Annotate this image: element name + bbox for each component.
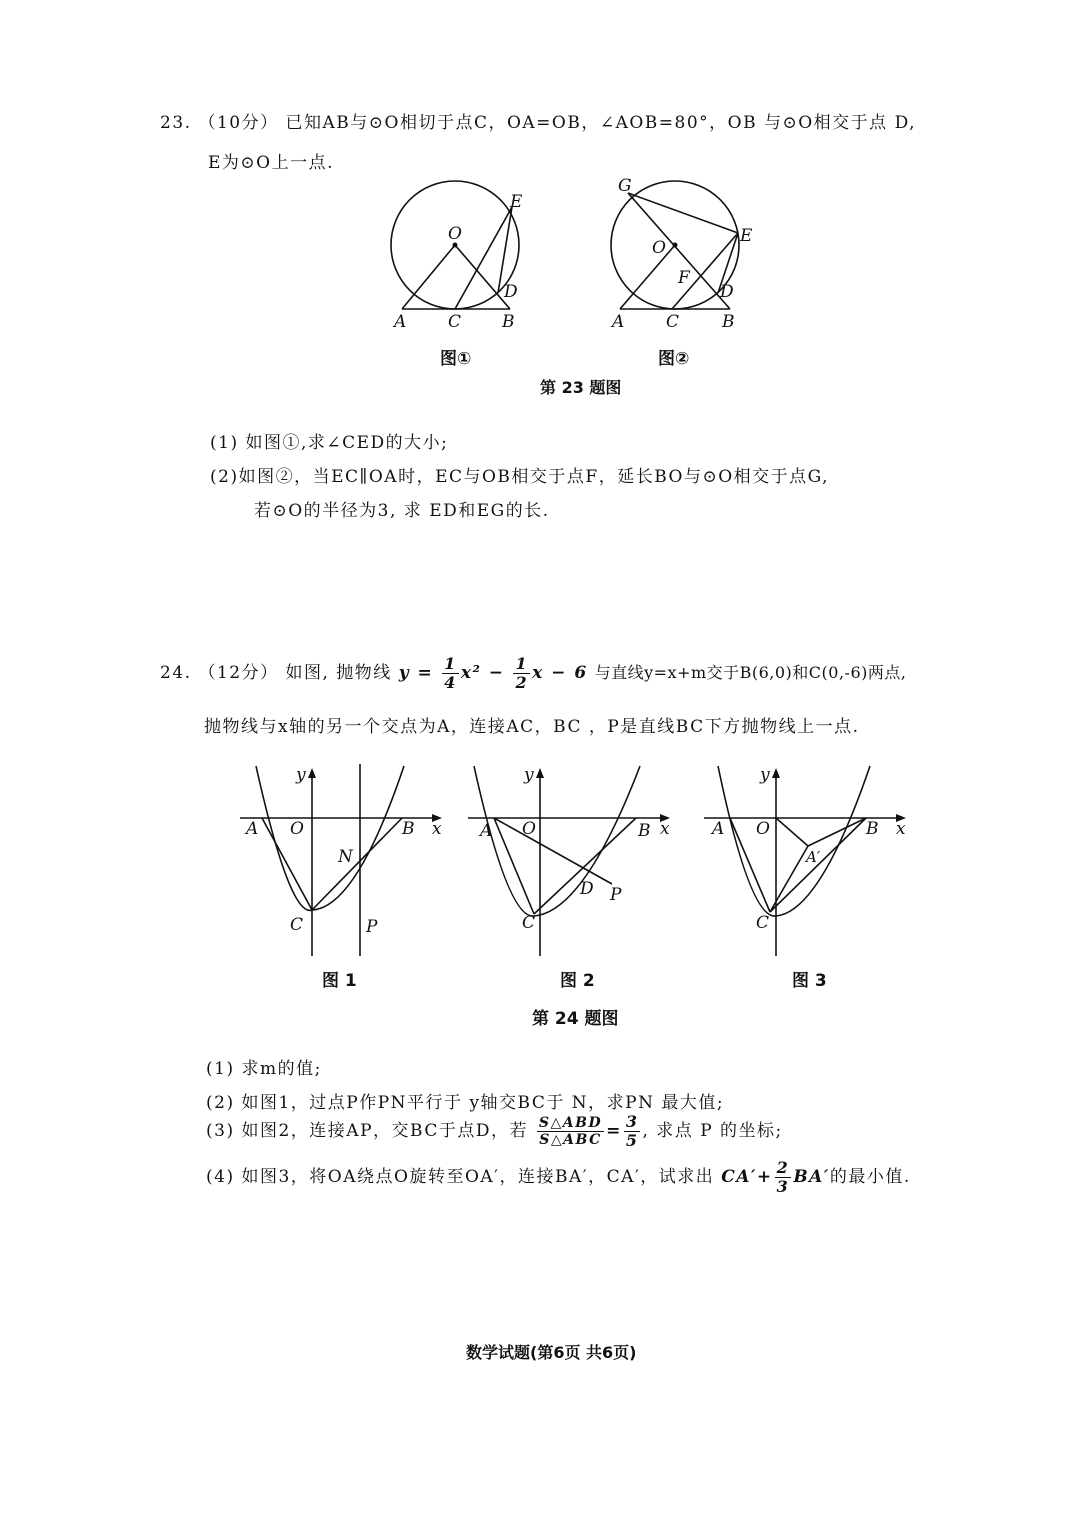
q24-line1 <box>160 656 906 691</box>
q23-figure-1 <box>380 175 550 335</box>
page-footer: 数学试题(第6页 共6页) <box>466 1343 637 1362</box>
q24-part3-frac-num: S△ABD <box>538 1115 603 1131</box>
q23-points: （10分） <box>198 113 279 133</box>
q24-part4-expr2: BA′ <box>793 1167 830 1187</box>
q24-part3-val-den: 5 <box>625 1131 639 1150</box>
q24-figure1-caption: 图 1 <box>322 971 357 991</box>
q24-points: （12分） <box>198 663 279 683</box>
q24-fig2-label-x: x <box>660 819 670 839</box>
q24-fig3-parabola <box>718 766 870 916</box>
q24-eq-frac2-den: 2 <box>515 673 529 692</box>
q24-eq-y: y = <box>398 663 434 683</box>
q24-number: 24. <box>160 663 192 683</box>
q23-fig2-line-gb <box>628 193 730 309</box>
q24-eq-tail: x − 6 <box>532 663 588 683</box>
q23-fig2-point-o <box>673 243 678 248</box>
q24-part3-frac-den: S△ABC <box>539 1132 602 1148</box>
q24-fig2-label-y: y <box>524 765 534 785</box>
q24-part4-frac <box>775 1160 792 1195</box>
q24-figure-2 <box>464 760 676 960</box>
q24-part2: (2) 如图1，过点P作PN平行于 y轴交BC于 N，求PN 最大值; <box>206 1093 725 1113</box>
q24-part4-a: (4) 如图3，将OA绕点O旋转至OA′，连接BA′，CA′，试求出 <box>206 1167 715 1187</box>
q24-fig1-label-x: x <box>432 819 442 839</box>
q24-eq-mid: x² − <box>460 663 505 683</box>
q23-fig1-label-c: C <box>448 312 462 332</box>
q24-fig1-label-b: B <box>402 819 415 839</box>
q24-fig2-label-b: B <box>638 821 651 841</box>
q23-fig1-label-a: A <box>394 312 407 332</box>
q24-fig2-label-a: A <box>480 821 493 841</box>
q24-stem-line2: 抛物线与x轴的另一个交点为A，连接AC，BC ，P是直线BC下方抛物线上一点. <box>204 717 860 737</box>
q24-stem-b: 与直线y=x+m交于B(6,0)和C(0,-6)两点, <box>594 663 907 682</box>
q23-fig1-label-d: D <box>504 282 518 302</box>
q23-figure1-caption: 图① <box>440 349 472 369</box>
q23-number: 23. <box>160 113 192 133</box>
q24-fig1-line-ac <box>262 818 312 910</box>
q23-fig1-label-e: E <box>510 192 523 212</box>
q24-part4-frac-den: 3 <box>776 1177 790 1196</box>
q24-fig3-label-c: C <box>756 913 770 933</box>
q23-fig2-line-ge <box>628 193 738 233</box>
q24-part4-frac-num: 2 <box>776 1158 790 1177</box>
q24-part4 <box>206 1160 911 1195</box>
q24-eq-frac2-num: 1 <box>515 654 529 673</box>
q23-stem-line1: 已知AB与⊙O相切于点C，OA=OB，∠AOB=80°，OB 与⊙O相交于点 D, <box>285 113 917 133</box>
q23-fig1-line-ob <box>455 245 510 309</box>
q23-figure-2 <box>600 175 770 335</box>
q24-fig3-label-a: A <box>712 819 725 839</box>
q23-fig2-label-o: O <box>652 238 666 258</box>
q24-fig3-label-x: x <box>896 819 906 839</box>
q24-fig3-y-arrow <box>772 768 780 778</box>
q24-fig2-label-p: P <box>610 885 622 905</box>
q24-fig3-label-o: O <box>756 819 770 839</box>
q24-fig3-line-ba-prime <box>808 818 866 846</box>
q24-part3-b: , 求点 P 的坐标; <box>642 1121 783 1141</box>
q23-part2-line1: (2)如图②，当EC∥OA时，EC与OB相交于点F，延长BO与⊙O相交于点G, <box>210 467 830 487</box>
q24-part4-expr1: CA′+ <box>721 1167 773 1187</box>
q24-fig2-label-d: D <box>580 879 594 899</box>
q23-fig2-label-c: C <box>666 312 680 332</box>
q24-fig3-line-oa-prime <box>776 818 808 846</box>
q24-fig2-y-arrow <box>536 768 544 778</box>
q23-fig2-label-b: B <box>722 312 735 332</box>
q23-fig2-label-f: F <box>678 268 690 288</box>
q24-figure2-caption: 图 2 <box>560 971 595 991</box>
q23-fig2-line-oa <box>620 245 675 309</box>
q24-eq-frac1-num: 1 <box>444 654 457 673</box>
q24-fig1-label-n: N <box>338 847 353 867</box>
q23-figure2-caption: 图② <box>658 349 690 369</box>
q23-fig1-line-oa <box>402 245 455 309</box>
q24-fig2-line-ap <box>494 818 612 884</box>
q24-stem-a: 如图, 抛物线 <box>285 663 392 683</box>
q24-part3-val-num: 3 <box>625 1112 639 1131</box>
q24-fig1-label-a: A <box>246 819 259 839</box>
q24-part4-b: 的最小值. <box>829 1167 911 1187</box>
q23-fig1-label-o: O <box>448 224 462 244</box>
q23-part1: (1) 如图①,求∠CED的大小; <box>210 433 449 453</box>
q23-fig2-label-d: D <box>720 282 734 302</box>
q23-fig1-label-b: B <box>502 312 515 332</box>
q24-fig1-label-y: y <box>296 765 306 785</box>
q24-eq-frac1-den: 4 <box>444 673 457 692</box>
q24-fig3-label-a-prime: A′ <box>806 848 821 866</box>
q23-fig2-label-a: A <box>612 312 625 332</box>
q23-fig2-label-g: G <box>618 176 632 196</box>
q23-fig2-label-e: E <box>740 226 753 246</box>
q24-fig1-label-p: P <box>366 917 378 937</box>
q24-fig1-label-o: O <box>290 819 304 839</box>
q24-eq-frac1 <box>442 656 459 691</box>
q24-part3-value <box>624 1114 641 1149</box>
q24-part3-a: (3) 如图2，连接AP，交BC于点D，若 <box>206 1121 528 1141</box>
q23-line1 <box>160 108 916 133</box>
q24-fig2-label-c: C <box>522 913 536 933</box>
q24-fig1-label-c: C <box>290 915 304 935</box>
q24-fig1-line-bc <box>312 818 402 910</box>
q24-part3-area-ratio <box>537 1116 604 1147</box>
q24-figure3-caption: 图 3 <box>792 971 827 991</box>
q24-eq-frac2 <box>513 656 530 691</box>
q24-fig2-label-o: O <box>522 819 536 839</box>
q24-part3-eq: = <box>606 1121 622 1141</box>
q24-part1: (1) 求m的值; <box>206 1059 322 1079</box>
q23-stem-line2: E为⊙O上一点. <box>208 153 334 173</box>
q24-fig1-y-arrow <box>308 768 316 778</box>
q24-figure-3 <box>700 760 912 960</box>
q23-part2-line2: 若⊙O的半径为3, 求 ED和EG的长. <box>254 501 550 521</box>
q24-fig3-label-b: B <box>866 819 879 839</box>
q24-figure-1 <box>236 760 448 960</box>
q23-figure-title: 第 23 题图 <box>540 378 622 397</box>
q24-figure-title: 第 24 题图 <box>532 1009 619 1029</box>
q24-part3 <box>206 1114 783 1149</box>
q24-fig3-label-y: y <box>760 765 770 785</box>
